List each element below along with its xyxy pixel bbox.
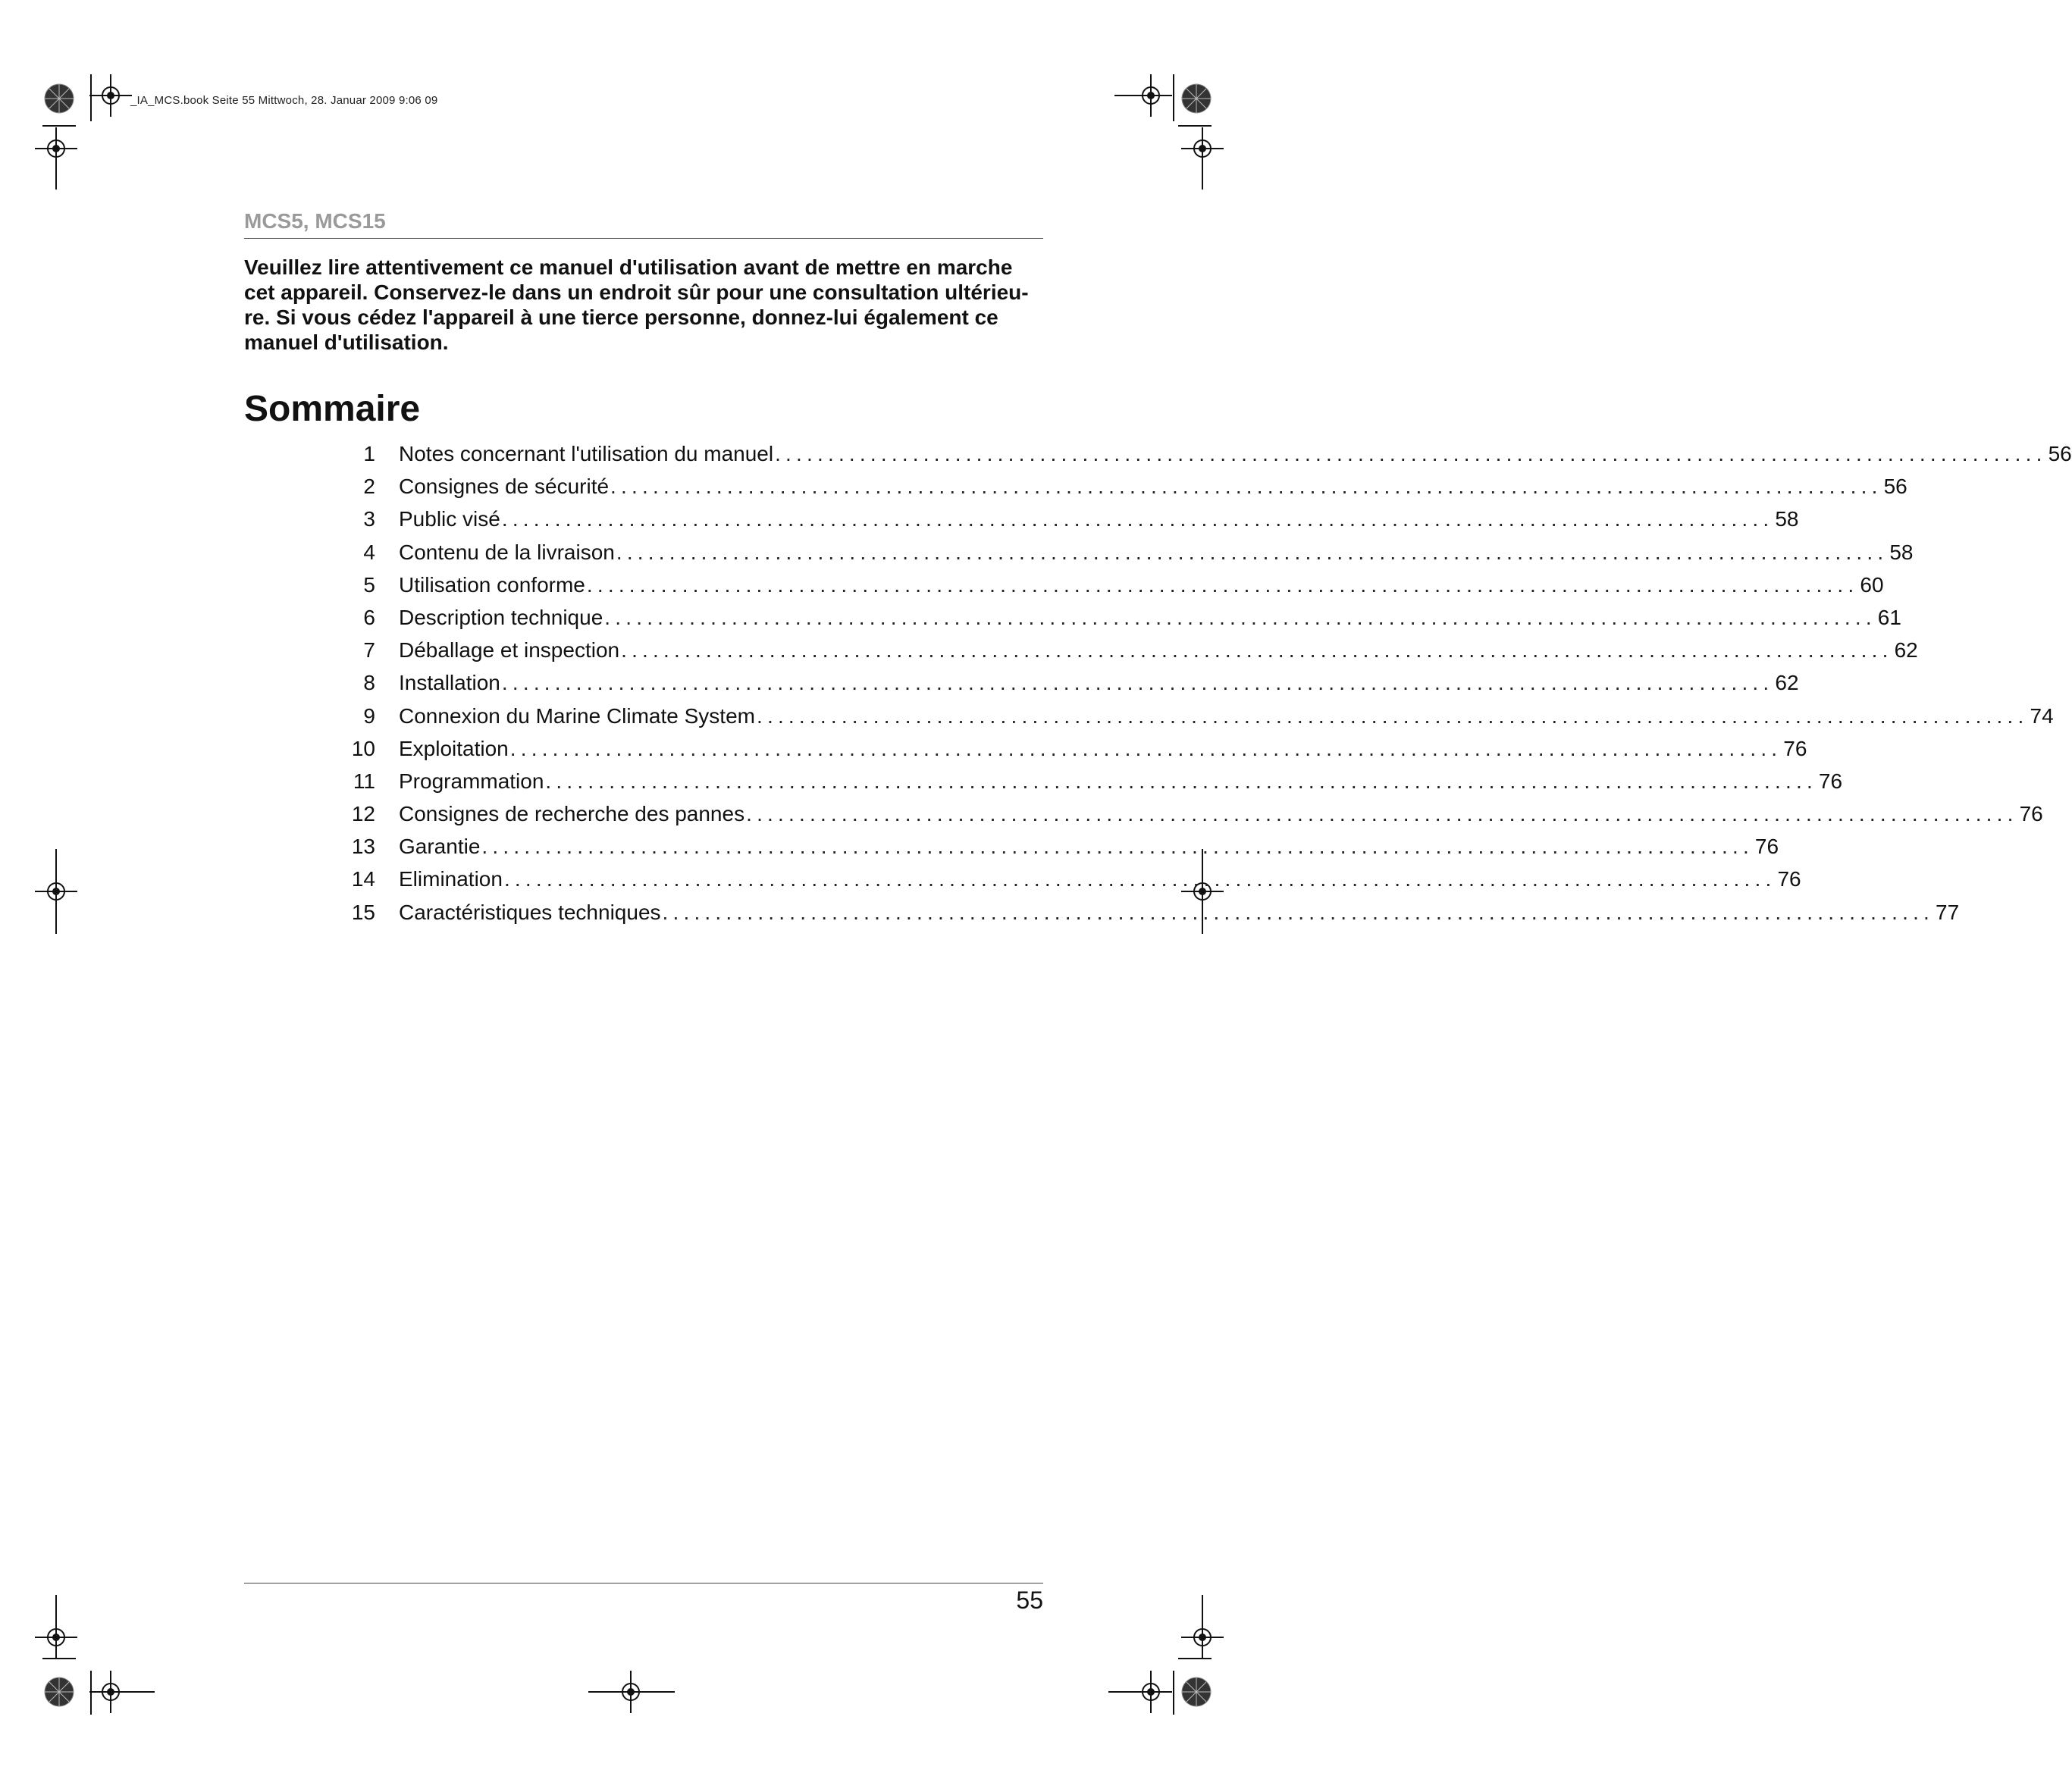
toc-leader-dots: ........................................................................................................................ [545,769,1817,793]
toc-entry[interactable] [341,475,1907,507]
toc-entry[interactable] [341,671,1799,703]
toc-entry-number: 13 [351,835,375,859]
toc-leader-dots: ........................................................................................................................ [616,540,1889,564]
toc-entry-title: Consignes de sécurité [399,475,610,499]
toc-entry-title: Utilisation conforme [399,572,585,597]
toc-entry[interactable] [341,900,1960,933]
toc-entry-number: 8 [363,671,375,695]
toc-entry[interactable] [341,802,2043,835]
toc-leader-dots: ........................................................................................................................ [503,867,1776,891]
toc-entry-page: 61 [1877,605,1901,629]
toc-entry-page: 76 [2019,802,2043,826]
toc-entry-page: 58 [1775,507,1799,531]
print-info-line: _IA_MCS.book Seite 55 Mittwoch, 28. Januar 2009 9:06 09 [130,94,438,107]
toc-leader-dots: ........................................................................................................................ [621,638,1893,663]
toc-entry-number: 12 [351,802,375,826]
toc-entry-number: 4 [363,540,375,564]
toc-entry[interactable] [341,703,2054,737]
toc-leader-dots: ........................................................................................................................ [501,671,1774,695]
toc-entry-title: Exploitation [399,736,509,760]
toc-entry-title: Public visé [399,507,500,531]
toc-entry-number: 3 [363,507,375,531]
toc-leader-dots: ........................................................................................................................ [756,703,2029,728]
toc-leader-dots: ........................................................................................................................ [586,572,1859,597]
toc-entry-page: 60 [1860,572,1884,597]
toc-entry-number: 10 [351,736,375,760]
toc-leader-dots: ........................................................................................................................ [481,835,1754,859]
header-title: MCS5, MCS15 [244,209,1043,239]
toc-entry-number: 5 [363,572,375,597]
toc-entry-title: Elimination [399,867,503,891]
toc-entry-page: 77 [1936,900,1960,924]
toc-entry-page: 76 [1777,867,1801,891]
toc-entry-title: Caractéristiques techniques [399,900,661,924]
toc-entry-page: 56 [2048,442,2072,465]
toc-entry[interactable] [341,835,1779,867]
toc-entry-title: Connexion du Marine Climate System [399,703,755,728]
toc-leader-dots: ........................................................................................................................ [604,605,1876,629]
toc-entry[interactable] [341,736,1807,769]
toc-entry-page: 74 [2030,703,2054,728]
toc-leader-dots: ........................................................................................................................ [662,900,1935,924]
toc-entry-page: 56 [1883,475,1907,499]
toc-entry-number: 2 [363,475,375,499]
toc-entry[interactable] [341,605,1901,638]
toc-entry-title: Consignes de recherche des pannes [399,802,745,826]
toc-entry-number: 6 [363,605,375,629]
toc-leader-dots: ........................................................................................................................ [610,475,1882,499]
running-header [244,209,1043,239]
toc-entry-title: Garantie [399,835,481,859]
toc-entry[interactable] [341,540,1914,573]
intro-paragraph: Veuillez lire attentivement ce manuel d'utilisation avant de mettre en marche cet appareil. Conservez-le dans un endroit sûr pour une consultation ultérieu-re. Si vous cédez l'appareil à une tierce personne, donnez-lui également ce manuel d'utilisation. [244,255,1029,354]
toc-heading: Sommaire [244,389,421,429]
table-of-contents [341,442,2072,933]
toc-entry-number: 7 [363,638,375,663]
toc-entry[interactable] [341,442,2072,475]
toc-entry-title: Installation [399,671,500,695]
toc-leader-dots: ........................................................................................................................ [501,507,1774,531]
toc-leader-dots: ........................................................................................................................ [746,802,2018,826]
toc-entry-number: 15 [351,900,375,924]
toc-entry-number: 11 [353,769,375,793]
toc-entry-title: Programmation [399,769,544,793]
toc-entry-page: 62 [1775,671,1799,695]
toc-entry-title: Déballage et inspection [399,638,620,663]
toc-entry[interactable] [341,638,1918,671]
toc-entry[interactable] [341,572,1884,606]
toc-entry-number: 14 [351,867,375,891]
page-number: 55 [1016,1587,1043,1614]
toc-entry[interactable] [341,867,1801,900]
toc-leader-dots: ........................................................................................................................ [509,736,1782,760]
toc-entry-number: 9 [363,703,375,728]
toc-entry-page: 58 [1889,540,1914,564]
toc-entry-page: 76 [1783,736,1807,760]
toc-entry-title: Description technique [399,605,603,629]
toc-entry-title: Notes concernant l'utilisation du manuel [399,442,774,465]
toc-entry[interactable] [341,507,1799,540]
toc-entry[interactable] [341,769,1843,802]
toc-entry-number: 1 [363,442,375,465]
toc-entry-title: Contenu de la livraison [399,540,615,564]
toc-entry-page: 62 [1894,638,1918,663]
toc-leader-dots: ........................................................................................................................ [775,442,2047,465]
toc-entry-page: 76 [1818,769,1843,793]
toc-entry-page: 76 [1754,835,1779,859]
